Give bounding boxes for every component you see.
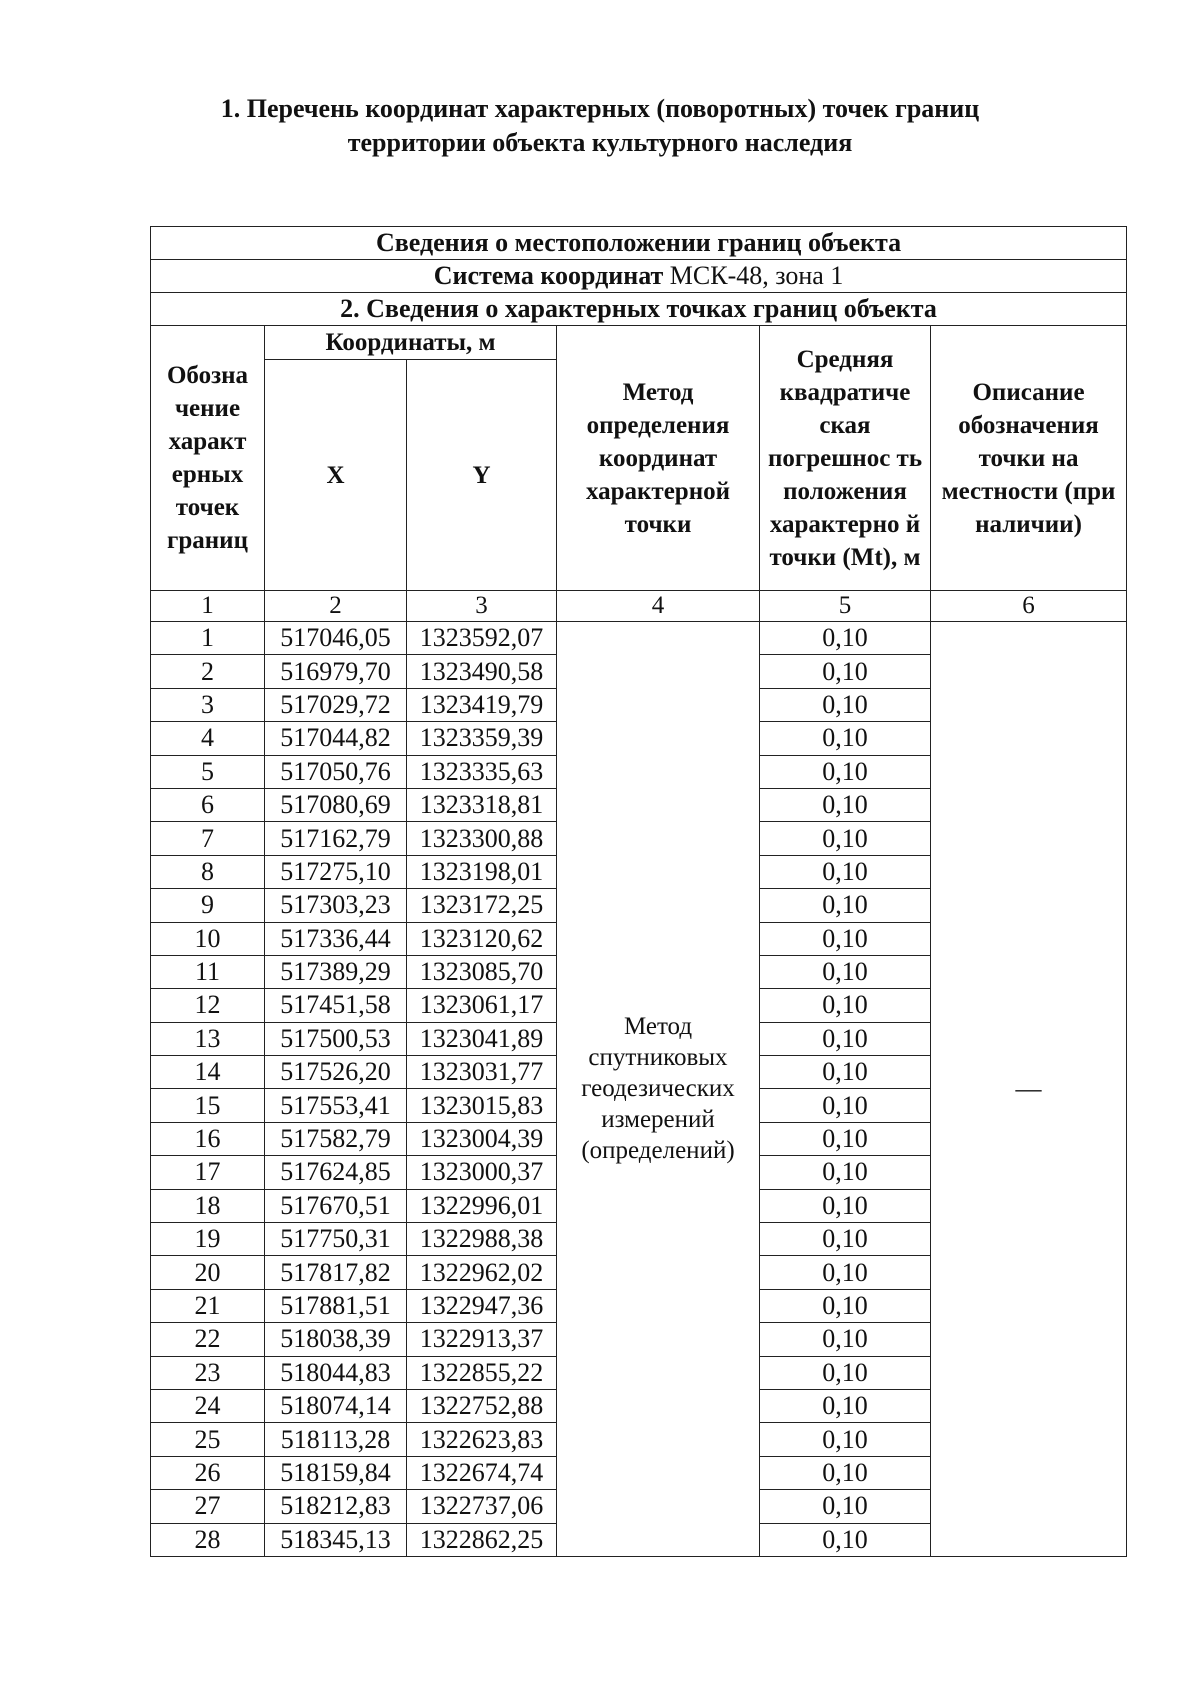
x-coordinate-cell: 518113,28 <box>265 1423 407 1456</box>
y-coordinate-cell: 1323061,17 <box>407 989 557 1022</box>
error-cell: 0,10 <box>760 655 931 688</box>
description-cell: — <box>931 622 1127 1557</box>
point-number-cell: 22 <box>151 1323 265 1356</box>
point-number-cell: 20 <box>151 1256 265 1289</box>
x-coordinate-cell: 517553,41 <box>265 1089 407 1122</box>
y-coordinate-cell: 1323300,88 <box>407 822 557 855</box>
error-cell: 0,10 <box>760 955 931 988</box>
y-coordinate-cell: 1323015,83 <box>407 1089 557 1122</box>
point-number-cell: 25 <box>151 1423 265 1456</box>
error-cell: 0,10 <box>760 1423 931 1456</box>
error-cell: 0,10 <box>760 822 931 855</box>
y-coordinate-cell: 1323000,37 <box>407 1156 557 1189</box>
y-coordinate-cell: 1322623,83 <box>407 1423 557 1456</box>
error-cell: 0,10 <box>760 1356 931 1389</box>
x-coordinate-cell: 517275,10 <box>265 855 407 888</box>
point-number-cell: 18 <box>151 1189 265 1222</box>
point-number-cell: 5 <box>151 755 265 788</box>
title-line-2: территории объекта культурного наследия <box>347 128 853 157</box>
header-system-label: Система координат <box>433 261 664 290</box>
error-cell: 0,10 <box>760 688 931 721</box>
column-number: 1 <box>151 591 265 622</box>
y-coordinate-cell: 1322962,02 <box>407 1256 557 1289</box>
y-coordinate-cell: 1323490,58 <box>407 655 557 688</box>
point-number-cell: 23 <box>151 1356 265 1389</box>
point-number-cell: 13 <box>151 1022 265 1055</box>
point-number-cell: 4 <box>151 722 265 755</box>
point-number-cell: 9 <box>151 889 265 922</box>
column-error: Средняя квадратиче ская погрешнос ть положения характерно й точки (Mt), м <box>760 326 931 591</box>
table-row <box>151 622 1127 655</box>
error-cell: 0,10 <box>760 755 931 788</box>
point-number-cell: 14 <box>151 1056 265 1089</box>
error-cell: 0,10 <box>760 1122 931 1155</box>
error-cell: 0,10 <box>760 1189 931 1222</box>
x-coordinate-cell: 517582,79 <box>265 1122 407 1155</box>
y-coordinate-cell: 1323085,70 <box>407 955 557 988</box>
point-number-cell: 21 <box>151 1289 265 1322</box>
point-number-cell: 27 <box>151 1490 265 1523</box>
error-cell: 0,10 <box>760 1089 931 1122</box>
x-coordinate-cell: 517303,23 <box>265 889 407 922</box>
point-number-cell: 10 <box>151 922 265 955</box>
point-number-cell: 12 <box>151 989 265 1022</box>
y-coordinate-cell: 1323592,07 <box>407 622 557 655</box>
point-number-cell: 3 <box>151 688 265 721</box>
x-coordinate-cell: 517817,82 <box>265 1256 407 1289</box>
error-cell: 0,10 <box>760 1156 931 1189</box>
x-coordinate-cell: 518044,83 <box>265 1356 407 1389</box>
header-location: Сведения о местоположении границ объекта <box>151 227 1127 260</box>
x-coordinate-cell: 518345,13 <box>265 1523 407 1556</box>
point-number-cell: 6 <box>151 788 265 821</box>
y-coordinate-cell: 1322947,36 <box>407 1289 557 1322</box>
header-system-value: МСК-48, зона 1 <box>669 261 844 290</box>
point-number-cell: 24 <box>151 1389 265 1422</box>
y-coordinate-cell: 1322674,74 <box>407 1456 557 1489</box>
error-cell: 0,10 <box>760 1256 931 1289</box>
x-coordinate-cell: 518038,39 <box>265 1323 407 1356</box>
x-coordinate-cell: 517500,53 <box>265 1022 407 1055</box>
point-number-cell: 28 <box>151 1523 265 1556</box>
point-number-cell: 15 <box>151 1089 265 1122</box>
x-coordinate-cell: 517526,20 <box>265 1056 407 1089</box>
x-coordinate-cell: 517451,58 <box>265 989 407 1022</box>
y-coordinate-cell: 1322996,01 <box>407 1189 557 1222</box>
x-coordinate-cell: 517750,31 <box>265 1223 407 1256</box>
x-coordinate-cell: 517080,69 <box>265 788 407 821</box>
error-cell: 0,10 <box>760 989 931 1022</box>
column-designation: Обозна чение характ ерных точек границ <box>151 326 265 591</box>
y-coordinate-cell: 1322988,38 <box>407 1223 557 1256</box>
column-number: 5 <box>760 591 931 622</box>
column-coordinates: Координаты, м <box>265 326 557 360</box>
error-cell: 0,10 <box>760 1456 931 1489</box>
y-coordinate-cell: 1323198,01 <box>407 855 557 888</box>
y-coordinate-cell: 1322752,88 <box>407 1389 557 1422</box>
error-cell: 0,10 <box>760 1323 931 1356</box>
error-cell: 0,10 <box>760 1223 931 1256</box>
x-coordinate-cell: 517162,79 <box>265 822 407 855</box>
point-number-cell: 17 <box>151 1156 265 1189</box>
error-cell: 0,10 <box>760 889 931 922</box>
point-number-cell: 16 <box>151 1122 265 1155</box>
y-coordinate-cell: 1323031,77 <box>407 1056 557 1089</box>
x-coordinate-cell: 517336,44 <box>265 922 407 955</box>
error-cell: 0,10 <box>760 788 931 821</box>
column-method: Метод определения координат характерной точки <box>557 326 760 591</box>
column-description: Описание обозначения точки на местности (при наличии) <box>931 326 1127 591</box>
y-coordinate-cell: 1323318,81 <box>407 788 557 821</box>
y-coordinate-cell: 1323335,63 <box>407 755 557 788</box>
document-title <box>0 92 1200 160</box>
y-coordinate-cell: 1323120,62 <box>407 922 557 955</box>
column-number: 2 <box>265 591 407 622</box>
coordinates-table <box>150 226 1127 1557</box>
error-cell: 0,10 <box>760 622 931 655</box>
x-coordinate-cell: 518159,84 <box>265 1456 407 1489</box>
y-coordinate-cell: 1322855,22 <box>407 1356 557 1389</box>
y-coordinate-cell: 1323004,39 <box>407 1122 557 1155</box>
error-cell: 0,10 <box>760 1022 931 1055</box>
point-number-cell: 26 <box>151 1456 265 1489</box>
y-coordinate-cell: 1322737,06 <box>407 1490 557 1523</box>
point-number-cell: 2 <box>151 655 265 688</box>
error-cell: 0,10 <box>760 922 931 955</box>
error-cell: 0,10 <box>760 722 931 755</box>
x-coordinate-cell: 517389,29 <box>265 955 407 988</box>
point-number-cell: 11 <box>151 955 265 988</box>
error-cell: 0,10 <box>760 855 931 888</box>
y-coordinate-cell: 1323172,25 <box>407 889 557 922</box>
error-cell: 0,10 <box>760 1490 931 1523</box>
y-coordinate-cell: 1323359,39 <box>407 722 557 755</box>
x-coordinate-cell: 517624,85 <box>265 1156 407 1189</box>
column-number-row <box>151 591 1127 622</box>
method-cell: Метод спутниковых геодезических измерений (определений) <box>557 622 760 1557</box>
column-number: 6 <box>931 591 1127 622</box>
error-cell: 0,10 <box>760 1389 931 1422</box>
header-coordinate-system <box>151 260 1127 293</box>
column-x: X <box>265 360 407 591</box>
x-coordinate-cell: 517881,51 <box>265 1289 407 1322</box>
column-number: 4 <box>557 591 760 622</box>
point-number-cell: 7 <box>151 822 265 855</box>
y-coordinate-cell: 1323419,79 <box>407 688 557 721</box>
x-coordinate-cell: 518074,14 <box>265 1389 407 1422</box>
point-number-cell: 19 <box>151 1223 265 1256</box>
y-coordinate-cell: 1323041,89 <box>407 1022 557 1055</box>
x-coordinate-cell: 517029,72 <box>265 688 407 721</box>
error-cell: 0,10 <box>760 1523 931 1556</box>
x-coordinate-cell: 517046,05 <box>265 622 407 655</box>
point-number-cell: 8 <box>151 855 265 888</box>
header-points: 2. Сведения о характерных точках границ объекта <box>151 293 1127 326</box>
x-coordinate-cell: 517044,82 <box>265 722 407 755</box>
y-coordinate-cell: 1322862,25 <box>407 1523 557 1556</box>
x-coordinate-cell: 516979,70 <box>265 655 407 688</box>
x-coordinate-cell: 518212,83 <box>265 1490 407 1523</box>
x-coordinate-cell: 517050,76 <box>265 755 407 788</box>
error-cell: 0,10 <box>760 1289 931 1322</box>
x-coordinate-cell: 517670,51 <box>265 1189 407 1222</box>
column-y: Y <box>407 360 557 591</box>
title-line-1: 1. Перечень координат характерных (поворотных) точек границ <box>220 94 980 123</box>
point-number-cell: 1 <box>151 622 265 655</box>
y-coordinate-cell: 1322913,37 <box>407 1323 557 1356</box>
column-number: 3 <box>407 591 557 622</box>
error-cell: 0,10 <box>760 1056 931 1089</box>
